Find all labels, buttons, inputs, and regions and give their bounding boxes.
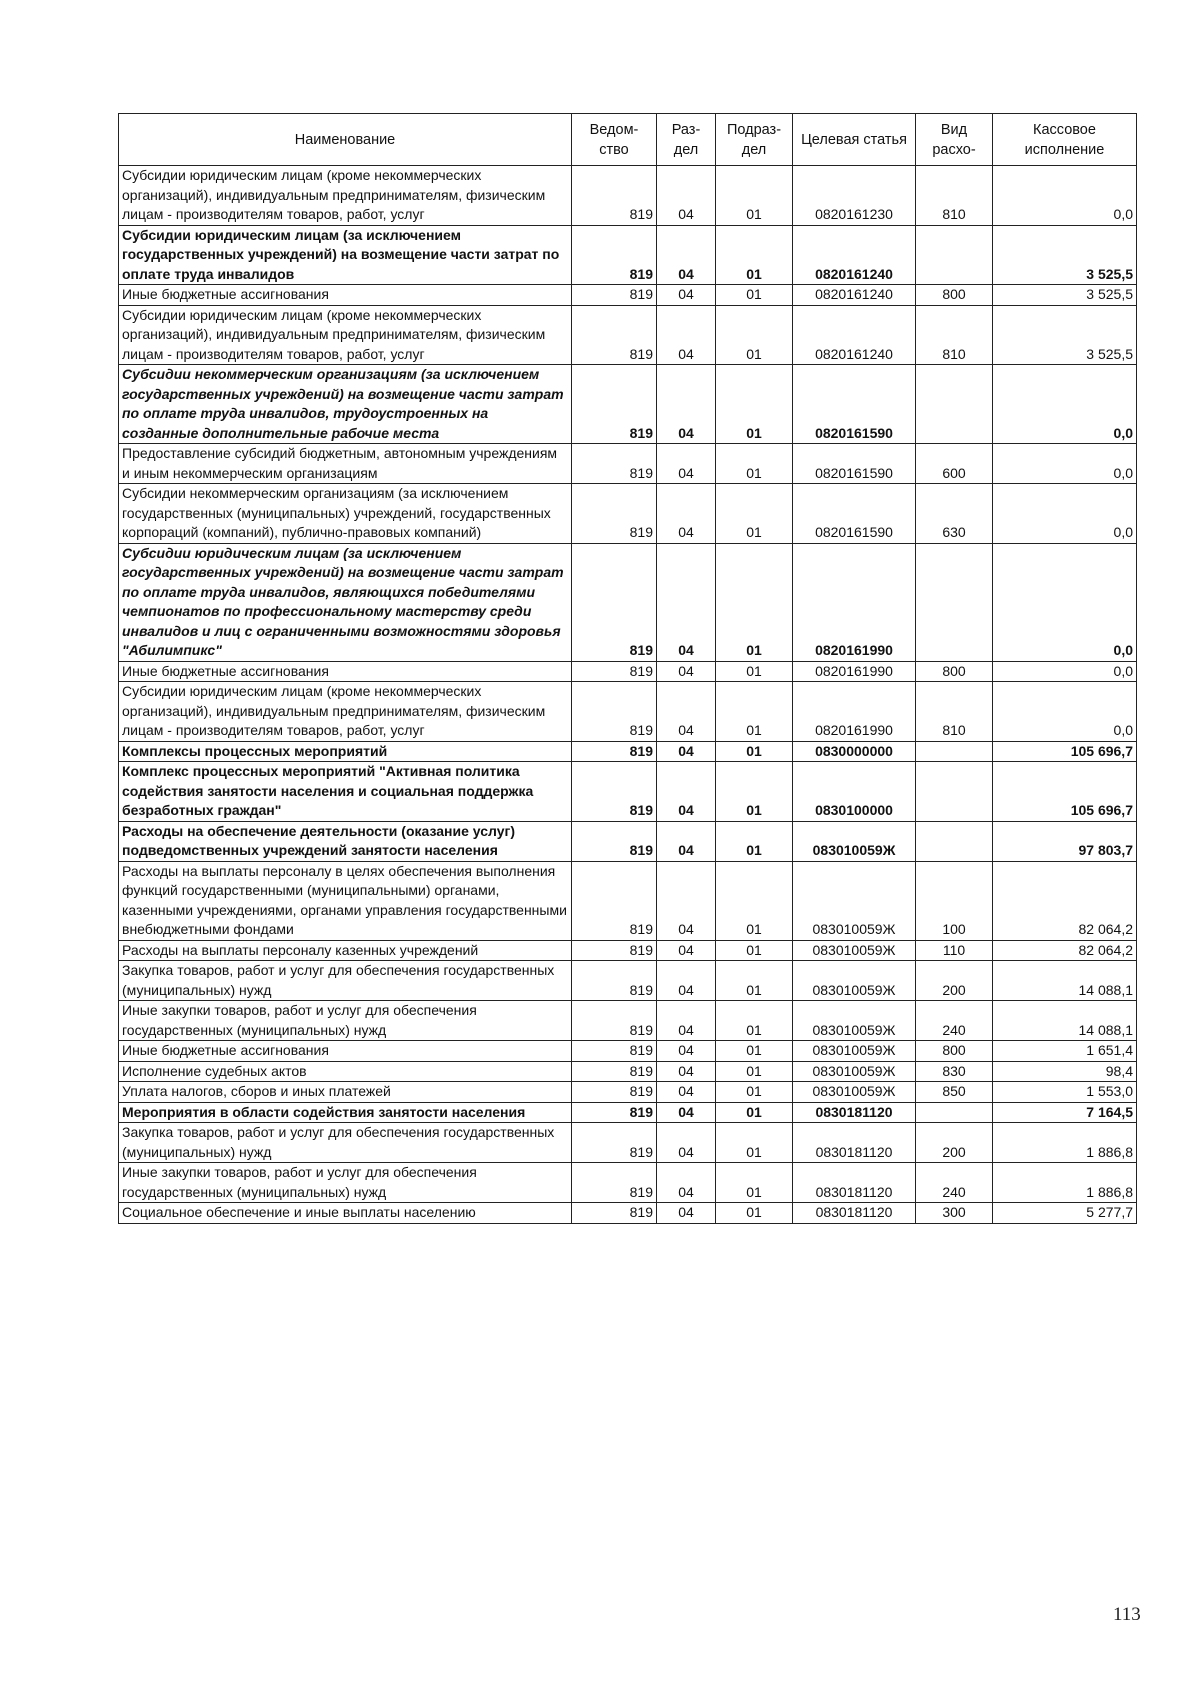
table-row xyxy=(119,861,1137,940)
table-row xyxy=(119,940,1137,961)
cell-kassovoe: 3 525,5 xyxy=(993,305,1137,365)
table-row xyxy=(119,305,1137,365)
cell-ved: 819 xyxy=(572,1102,657,1123)
header-vid: Вид расхо- xyxy=(916,114,993,166)
cell-celevaya: 0820161590 xyxy=(793,365,916,444)
cell-ved: 819 xyxy=(572,1061,657,1082)
cell-name: Иные закупки товаров, работ и услуг для обеспечения государственных (муниципальных) нужд xyxy=(119,1163,572,1203)
table-row xyxy=(119,1001,1137,1041)
cell-name: Расходы на выплаты персоналу казенных учреждений xyxy=(119,940,572,961)
cell-kassovoe: 1 886,8 xyxy=(993,1123,1137,1163)
cell-razdel: 04 xyxy=(657,661,716,682)
cell-razdel: 04 xyxy=(657,305,716,365)
table-row xyxy=(119,1163,1137,1203)
table-row xyxy=(119,1203,1137,1224)
cell-podrazdel: 01 xyxy=(716,484,793,544)
cell-kassovoe: 0,0 xyxy=(993,682,1137,742)
cell-name: Субсидии юридическим лицам (за исключением государственных учреждений) на возмещение части затрат по оплате труда инвалидов, являющихся победителями чемпионатов по профессиональному мастерству среди инвалидов и лиц с ограниченными возможностями здоровья "Абилимпикс" xyxy=(119,543,572,661)
table-row xyxy=(119,821,1137,861)
cell-podrazdel: 01 xyxy=(716,821,793,861)
cell-razdel: 04 xyxy=(657,1061,716,1082)
cell-kassovoe: 1 553,0 xyxy=(993,1082,1137,1103)
cell-name: Иные бюджетные ассигнования xyxy=(119,661,572,682)
cell-podrazdel: 01 xyxy=(716,762,793,822)
cell-kassovoe: 5 277,7 xyxy=(993,1203,1137,1224)
cell-name: Субсидии юридическим лицам (за исключением государственных учреждений) на возмещение части затрат по оплате труда инвалидов xyxy=(119,225,572,285)
cell-name: Уплата налогов, сборов и иных платежей xyxy=(119,1082,572,1103)
cell-celevaya: 0820161990 xyxy=(793,682,916,742)
cell-kassovoe: 0,0 xyxy=(993,365,1137,444)
cell-podrazdel: 01 xyxy=(716,1061,793,1082)
cell-podrazdel: 01 xyxy=(716,661,793,682)
cell-kassovoe: 14 088,1 xyxy=(993,961,1137,1001)
cell-celevaya: 0830100000 xyxy=(793,762,916,822)
cell-name: Расходы на выплаты персоналу в целях обеспечения выполнения функций государственными (муниципальными) органами, казенными учреждениями, органами управления государственными внебюджетными фондами xyxy=(119,861,572,940)
cell-ved: 819 xyxy=(572,940,657,961)
cell-ved: 819 xyxy=(572,365,657,444)
cell-celevaya: 083010059Ж xyxy=(793,1082,916,1103)
cell-vid: 800 xyxy=(916,661,993,682)
cell-ved: 819 xyxy=(572,166,657,226)
cell-vid: 240 xyxy=(916,1001,993,1041)
cell-name: Иные бюджетные ассигнования xyxy=(119,285,572,306)
cell-vid: 600 xyxy=(916,444,993,484)
cell-kassovoe: 1 651,4 xyxy=(993,1041,1137,1062)
cell-podrazdel: 01 xyxy=(716,225,793,285)
table-row xyxy=(119,741,1137,762)
cell-ved: 819 xyxy=(572,1001,657,1041)
table-row xyxy=(119,285,1137,306)
cell-name: Субсидии юридическим лицам (кроме некоммерческих организаций), индивидуальным предпринимателям, физическим лицам - производителям товаров, работ, услуг xyxy=(119,682,572,742)
cell-kassovoe: 105 696,7 xyxy=(993,741,1137,762)
cell-celevaya: 0820161240 xyxy=(793,225,916,285)
cell-celevaya: 083010059Ж xyxy=(793,861,916,940)
cell-razdel: 04 xyxy=(657,1041,716,1062)
cell-celevaya: 083010059Ж xyxy=(793,821,916,861)
cell-name: Субсидии некоммерческим организациям (за исключением государственных (муниципальных) учреждений, государственных корпораций (компаний), публично-правовых компаний) xyxy=(119,484,572,544)
cell-ved: 819 xyxy=(572,543,657,661)
cell-razdel: 04 xyxy=(657,1102,716,1123)
cell-podrazdel: 01 xyxy=(716,940,793,961)
cell-vid: 110 xyxy=(916,940,993,961)
cell-podrazdel: 01 xyxy=(716,1102,793,1123)
cell-name: Закупка товаров, работ и услуг для обеспечения государственных (муниципальных) нужд xyxy=(119,1123,572,1163)
header-row xyxy=(119,114,1137,166)
cell-podrazdel: 01 xyxy=(716,961,793,1001)
cell-ved: 819 xyxy=(572,484,657,544)
cell-vid: 800 xyxy=(916,285,993,306)
table-row xyxy=(119,1102,1137,1123)
cell-podrazdel: 01 xyxy=(716,1082,793,1103)
cell-vid: 240 xyxy=(916,1163,993,1203)
cell-celevaya: 0820161590 xyxy=(793,444,916,484)
cell-podrazdel: 01 xyxy=(716,1123,793,1163)
cell-razdel: 04 xyxy=(657,940,716,961)
cell-vid xyxy=(916,741,993,762)
cell-celevaya: 083010059Ж xyxy=(793,1041,916,1062)
cell-razdel: 04 xyxy=(657,961,716,1001)
cell-kassovoe: 82 064,2 xyxy=(993,861,1137,940)
table-row xyxy=(119,762,1137,822)
cell-celevaya: 0830000000 xyxy=(793,741,916,762)
cell-vid: 200 xyxy=(916,1123,993,1163)
cell-ved: 819 xyxy=(572,661,657,682)
cell-celevaya: 0830181120 xyxy=(793,1123,916,1163)
cell-name: Субсидии юридическим лицам (кроме некоммерческих организаций), индивидуальным предпринимателям, физическим лицам - производителям товаров, работ, услуг xyxy=(119,166,572,226)
cell-ved: 819 xyxy=(572,961,657,1001)
cell-podrazdel: 01 xyxy=(716,285,793,306)
cell-razdel: 04 xyxy=(657,444,716,484)
cell-ved: 819 xyxy=(572,305,657,365)
cell-vid xyxy=(916,1102,993,1123)
cell-celevaya: 0820161990 xyxy=(793,661,916,682)
cell-ved: 819 xyxy=(572,285,657,306)
header-celevaya: Целевая статья xyxy=(793,114,916,166)
cell-kassovoe: 3 525,5 xyxy=(993,225,1137,285)
cell-podrazdel: 01 xyxy=(716,365,793,444)
cell-kassovoe: 97 803,7 xyxy=(993,821,1137,861)
cell-ved: 819 xyxy=(572,762,657,822)
table-row xyxy=(119,1082,1137,1103)
cell-razdel: 04 xyxy=(657,484,716,544)
page-number: 113 xyxy=(1113,1604,1141,1625)
table-row xyxy=(119,1123,1137,1163)
cell-razdel: 04 xyxy=(657,762,716,822)
cell-celevaya: 0820161590 xyxy=(793,484,916,544)
cell-razdel: 04 xyxy=(657,682,716,742)
cell-vid xyxy=(916,543,993,661)
cell-celevaya: 0820161990 xyxy=(793,543,916,661)
table-row xyxy=(119,225,1137,285)
cell-vid xyxy=(916,762,993,822)
header-kassovoe: Кассовое исполнение xyxy=(993,114,1137,166)
cell-ved: 819 xyxy=(572,741,657,762)
cell-celevaya: 083010059Ж xyxy=(793,1061,916,1082)
header-name: Наименование xyxy=(119,114,572,166)
cell-razdel: 04 xyxy=(657,1001,716,1041)
cell-celevaya: 0830181120 xyxy=(793,1163,916,1203)
cell-kassovoe: 82 064,2 xyxy=(993,940,1137,961)
cell-podrazdel: 01 xyxy=(716,166,793,226)
cell-vid: 630 xyxy=(916,484,993,544)
cell-ved: 819 xyxy=(572,1041,657,1062)
cell-podrazdel: 01 xyxy=(716,444,793,484)
header-ved: Ведом-ство xyxy=(572,114,657,166)
table-row xyxy=(119,661,1137,682)
header-razdel: Раз-дел xyxy=(657,114,716,166)
table-row xyxy=(119,961,1137,1001)
cell-razdel: 04 xyxy=(657,861,716,940)
cell-kassovoe: 0,0 xyxy=(993,166,1137,226)
cell-ved: 819 xyxy=(572,1123,657,1163)
table-row xyxy=(119,484,1137,544)
cell-vid: 800 xyxy=(916,1041,993,1062)
cell-ved: 819 xyxy=(572,225,657,285)
cell-kassovoe: 3 525,5 xyxy=(993,285,1137,306)
cell-kassovoe: 98,4 xyxy=(993,1061,1137,1082)
cell-podrazdel: 01 xyxy=(716,861,793,940)
cell-celevaya: 083010059Ж xyxy=(793,940,916,961)
cell-celevaya: 0820161230 xyxy=(793,166,916,226)
cell-razdel: 04 xyxy=(657,741,716,762)
header-podrazdel: Подраз-дел xyxy=(716,114,793,166)
cell-celevaya: 0820161240 xyxy=(793,285,916,306)
cell-vid: 830 xyxy=(916,1061,993,1082)
cell-celevaya: 0830181120 xyxy=(793,1102,916,1123)
cell-razdel: 04 xyxy=(657,1123,716,1163)
cell-name: Комплекс процессных мероприятий "Активная политика содействия занятости населения и социальная поддержка безработных граждан" xyxy=(119,762,572,822)
cell-name: Иные закупки товаров, работ и услуг для обеспечения государственных (муниципальных) нужд xyxy=(119,1001,572,1041)
cell-vid: 100 xyxy=(916,861,993,940)
cell-kassovoe: 14 088,1 xyxy=(993,1001,1137,1041)
cell-vid: 850 xyxy=(916,1082,993,1103)
cell-kassovoe: 1 886,8 xyxy=(993,1163,1137,1203)
cell-ved: 819 xyxy=(572,861,657,940)
cell-podrazdel: 01 xyxy=(716,1163,793,1203)
cell-kassovoe: 0,0 xyxy=(993,484,1137,544)
cell-razdel: 04 xyxy=(657,225,716,285)
cell-celevaya: 0830181120 xyxy=(793,1203,916,1224)
cell-kassovoe: 0,0 xyxy=(993,444,1137,484)
table-row xyxy=(119,1041,1137,1062)
cell-vid: 200 xyxy=(916,961,993,1001)
cell-kassovoe: 0,0 xyxy=(993,661,1137,682)
table-row xyxy=(119,166,1137,226)
budget-execution-table xyxy=(118,113,1137,1224)
cell-ved: 819 xyxy=(572,1163,657,1203)
cell-celevaya: 083010059Ж xyxy=(793,1001,916,1041)
cell-vid: 300 xyxy=(916,1203,993,1224)
cell-razdel: 04 xyxy=(657,285,716,306)
table-row xyxy=(119,682,1137,742)
cell-name: Социальное обеспечение и иные выплаты населению xyxy=(119,1203,572,1224)
cell-ved: 819 xyxy=(572,821,657,861)
cell-name: Иные бюджетные ассигнования xyxy=(119,1041,572,1062)
cell-vid xyxy=(916,821,993,861)
cell-vid: 810 xyxy=(916,166,993,226)
cell-podrazdel: 01 xyxy=(716,1041,793,1062)
table-row xyxy=(119,365,1137,444)
cell-vid xyxy=(916,225,993,285)
cell-vid xyxy=(916,365,993,444)
cell-celevaya: 083010059Ж xyxy=(793,961,916,1001)
cell-ved: 819 xyxy=(572,682,657,742)
cell-name: Закупка товаров, работ и услуг для обеспечения государственных (муниципальных) нужд xyxy=(119,961,572,1001)
cell-name: Исполнение судебных актов xyxy=(119,1061,572,1082)
cell-razdel: 04 xyxy=(657,1082,716,1103)
cell-podrazdel: 01 xyxy=(716,1203,793,1224)
cell-razdel: 04 xyxy=(657,821,716,861)
table-row xyxy=(119,444,1137,484)
table-body xyxy=(119,166,1137,1224)
cell-podrazdel: 01 xyxy=(716,305,793,365)
cell-vid: 810 xyxy=(916,305,993,365)
cell-razdel: 04 xyxy=(657,365,716,444)
cell-vid: 810 xyxy=(916,682,993,742)
cell-name: Расходы на обеспечение деятельности (оказание услуг) подведомственных учреждений занятости населения xyxy=(119,821,572,861)
cell-podrazdel: 01 xyxy=(716,741,793,762)
cell-name: Предоставление субсидий бюджетным, автономным учреждениям и иным некоммерческим организациям xyxy=(119,444,572,484)
cell-kassovoe: 0,0 xyxy=(993,543,1137,661)
cell-podrazdel: 01 xyxy=(716,1001,793,1041)
cell-razdel: 04 xyxy=(657,166,716,226)
cell-razdel: 04 xyxy=(657,543,716,661)
cell-kassovoe: 7 164,5 xyxy=(993,1102,1137,1123)
cell-podrazdel: 01 xyxy=(716,682,793,742)
cell-name: Субсидии некоммерческим организациям (за исключением государственных учреждений) на возмещение части затрат по оплате труда инвалидов, трудоустроенных на созданные дополнительные рабочие места xyxy=(119,365,572,444)
cell-ved: 819 xyxy=(572,1203,657,1224)
cell-name: Субсидии юридическим лицам (кроме некоммерческих организаций), индивидуальным предпринимателям, физическим лицам - производителям товаров, работ, услуг xyxy=(119,305,572,365)
cell-ved: 819 xyxy=(572,444,657,484)
cell-kassovoe: 105 696,7 xyxy=(993,762,1137,822)
cell-name: Комплексы процессных мероприятий xyxy=(119,741,572,762)
table-row xyxy=(119,1061,1137,1082)
cell-celevaya: 0820161240 xyxy=(793,305,916,365)
cell-razdel: 04 xyxy=(657,1163,716,1203)
cell-name: Мероприятия в области содействия занятости населения xyxy=(119,1102,572,1123)
cell-podrazdel: 01 xyxy=(716,543,793,661)
table-row xyxy=(119,543,1137,661)
cell-razdel: 04 xyxy=(657,1203,716,1224)
cell-ved: 819 xyxy=(572,1082,657,1103)
